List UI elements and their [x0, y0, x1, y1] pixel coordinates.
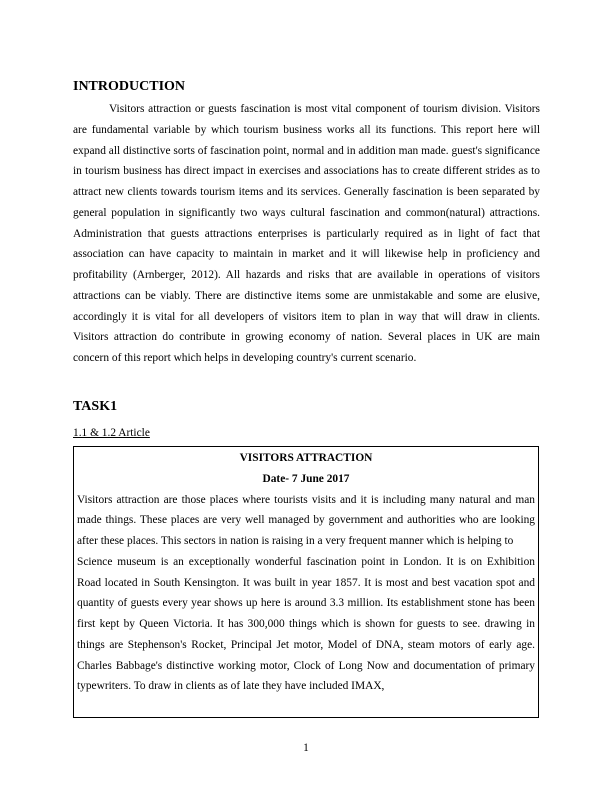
article-paragraph-1: Visitors attraction are those places where tourists visits and it is including many natural and man made things. These places are very well managed by government and authorities who are looking after these places. This sectors in nation is raising in a very frequent manner which is helping to — [77, 493, 535, 547]
page-number: 1 — [303, 742, 309, 754]
article-date: Date- 7 June 2017 — [262, 472, 350, 485]
article-heading: VISITORS ATTRACTION — [239, 452, 373, 464]
article-sublabel: 1.1 & 1.2 Article — [73, 427, 150, 439]
article-paragraph-2: Science museum is an exceptionally wonderful fascination point in London. It is on Exhibition Road located in South Kensington. It was built in year 1857. It is most and best vacation spot and quantity of guests every year shows up here is around 3.3 million. Its establishment stone has been first kept by Queen Victoria. It has 300,000 things which is shown for guests to see. drawing in things are Stephenson's Rocket, Principal Jet motor, Model of DNA, steam motors of early age. Charles Babbage's distinctive working motor, Clock of Long Now and documentation of primary typewriters. To draw in clients as of late they have included IMAX, — [77, 555, 535, 693]
article-box — [73, 446, 539, 718]
introduction-heading: INTRODUCTION — [73, 79, 186, 94]
introduction-paragraph: Visitors attraction or guests fascination is most vital component of tourism division. Visitors are fundamental variable by which tourism business works all its functions. This report here will expand all distinctive sorts of fascination point, normal and in addition man made. guest's significance in tourism business has direct impact in exercises and associations has to create different strides as to attract new clients towards tourism items and its services. Generally fascination is been separated by general population in significantly two ways cultural fascination and common(natural) attractions. Administration that guests attractions enterprises is particularly required as in light of fact that association can have capacity to maintain in market and it will likewise help in proficiency and profitability (Arnberger, 2012). All hazards and risks that are available in operations of visitors attractions can be viably. There are distinctive items some are unmistakable and some are elusive, accordingly it is vital for all developers of visitors item to plan in way that will draw in clients. Visitors attraction do contribute in growing economy of nation. Several places in UK are main concern of this report which helps in developing country's current scenario. — [73, 103, 540, 364]
task1-heading: TASK1 — [73, 399, 118, 414]
